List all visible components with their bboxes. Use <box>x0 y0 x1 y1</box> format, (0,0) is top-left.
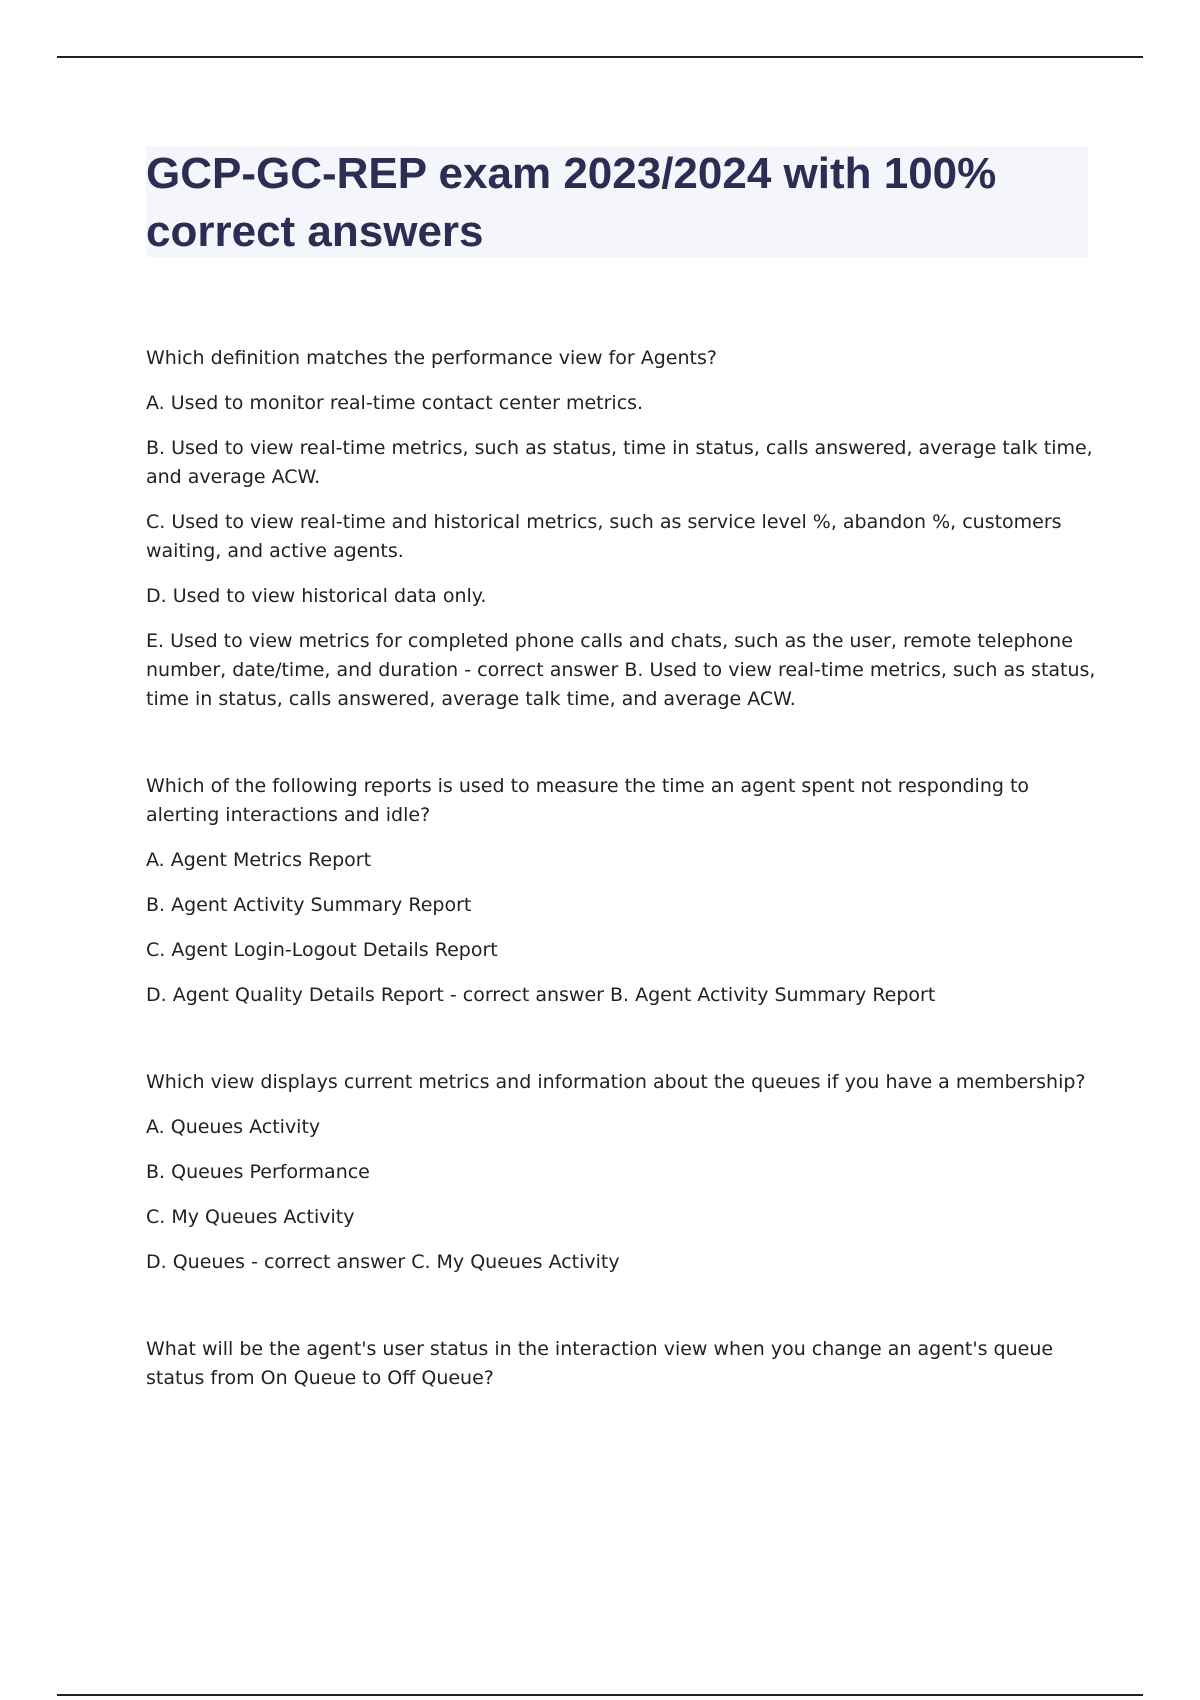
question-block-1 <box>146 344 1096 714</box>
header-rule <box>57 56 1143 58</box>
answer-option-with-correct-answer: E. Used to view metrics for completed phone calls and chats, such as the user, remote telephone number, date/time, and duration - correct answer B. Used to view real-time metrics, such as status, time in status, calls answered, average talk time, and average ACW. <box>146 630 1096 710</box>
answer-option: A. Queues Activity <box>146 1116 321 1138</box>
title-banner <box>146 146 1088 257</box>
question-text: Which view displays current metrics and information about the queues if you have a membership? <box>146 1071 1086 1093</box>
question-text: Which of the following reports is used to measure the time an agent spent not responding to alerting interactions and idle? <box>146 775 1030 826</box>
question-spacer <box>146 1026 1096 1068</box>
answer-option: A. Used to monitor real-time contact center metrics. <box>146 392 644 414</box>
question-text: What will be the agent's user status in the interaction view when you change an agent's queue status from On Queue to Off Queue? <box>146 1338 1054 1389</box>
question-text: Which definition matches the performance view for Agents? <box>146 347 717 369</box>
answer-option: D. Used to view historical data only. <box>146 585 487 607</box>
answer-option: C. Agent Login-Logout Details Report <box>146 939 498 961</box>
question-block-3 <box>146 1068 1096 1277</box>
answer-option-with-correct-answer: D. Agent Quality Details Report - correct answer B. Agent Activity Summary Report <box>146 984 936 1006</box>
question-spacer <box>146 1293 1096 1335</box>
document-body <box>146 344 1096 1409</box>
answer-option-with-correct-answer: D. Queues - correct answer C. My Queues Activity <box>146 1251 620 1273</box>
document-title: GCP-GC-REP exam 2023/2024 with 100% correct answers <box>146 149 997 256</box>
answer-option: B. Queues Performance <box>146 1161 370 1183</box>
answer-option: B. Used to view real-time metrics, such as status, time in status, calls answered, average talk time, and average ACW. <box>146 437 1093 488</box>
answer-option: C. Used to view real-time and historical metrics, such as service level %, abandon %, customers waiting, and active agents. <box>146 511 1062 562</box>
footer-rule <box>57 1694 1143 1696</box>
answer-option: A. Agent Metrics Report <box>146 849 372 871</box>
question-block-2 <box>146 772 1096 1010</box>
question-spacer <box>146 730 1096 772</box>
question-block-4 <box>146 1335 1096 1393</box>
answer-option: C. My Queues Activity <box>146 1206 355 1228</box>
answer-option: B. Agent Activity Summary Report <box>146 894 472 916</box>
